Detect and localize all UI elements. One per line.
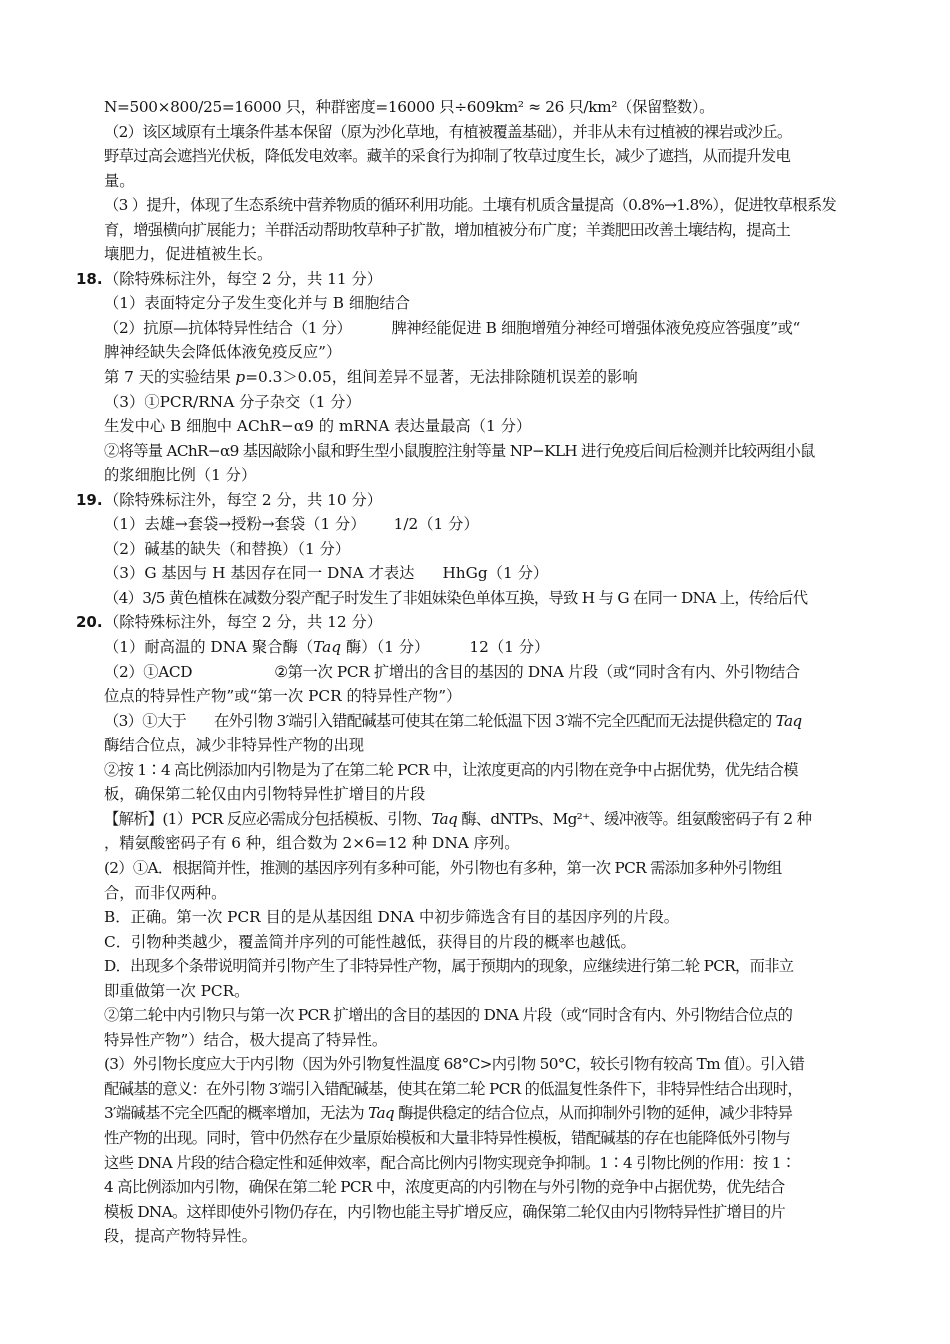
question-number: 19. [76, 490, 103, 509]
line-text: 即重做第一次 PCR。 [104, 981, 250, 1000]
text-line [0, 709, 950, 734]
text-line [0, 242, 950, 267]
analysis-line [0, 881, 950, 906]
analysis-line [0, 856, 950, 881]
analysis-line [0, 905, 950, 930]
scoring-note: （除特殊标注外，每空 2 分，共 12 分） [104, 613, 383, 632]
question-number: 18. [76, 269, 103, 288]
analysis-line [0, 1151, 950, 1176]
line-text: 量。 [104, 171, 135, 190]
line-text: N=500×800/25=16000 只，种群密度=16000 只÷609km² ≈ 26 只/km²（保留整数）。 [104, 98, 715, 116]
line-text: ②将等量 AChR−α9 基因敲除小鼠和野生型小鼠腹腔注射等量 NP−KLH 进行免疫后间后检测并比较两组小鼠 [104, 441, 815, 460]
line-text: =0.3＞0.05，组间差异不显著，无法排除随机误差的影响 [245, 368, 638, 387]
analysis-line [0, 1052, 950, 1077]
analysis-line [0, 930, 950, 955]
taq-italic: Taq [775, 711, 802, 730]
line-text: HhGg（1 分） [442, 564, 549, 583]
analysis-line [0, 831, 950, 856]
taq-italic: Taq [368, 1104, 394, 1123]
line-text: ，精氨酸密码子有 6 种，组合数为 2×6=12 种 DNA 序列。 [104, 834, 520, 853]
line-text: ②按 1∶4 高比例添加内引物是为了在第二轮 PCR 中，让浓度更高的内引物在竞争中占据优势，优先结合模 [104, 760, 798, 779]
line-text: B．正确。第一次 PCR 目的是从基因组 DNA 中初步筛选含有目的基因序列的片段。 [104, 908, 680, 927]
analysis-line [0, 1028, 950, 1053]
text-line [0, 586, 950, 611]
text-line [0, 782, 950, 807]
line-text: 脾神经缺失会降低体液免疫反应”） [104, 343, 342, 362]
text-line [0, 144, 950, 169]
line-text: 1/2（1 分） [393, 515, 479, 534]
text-line [0, 561, 950, 586]
line-text: (3）外引物长度应大于内引物（因为外引物复性温度 68°C>内引物 50°C，较长引物有较高 Tm 值）。引入错 [104, 1055, 805, 1074]
text-line [0, 218, 950, 243]
text-line [0, 463, 950, 488]
line-text: （1）去雄→套袋→授粉→套袋（1 分） [104, 515, 366, 534]
line-text: 这些 DNA 片段的结合稳定性和延伸效率，配合高比例内引物实现竞争抑制。1∶4 引物比例的作用：按 1∶ [104, 1153, 796, 1172]
analysis-line [0, 1200, 950, 1225]
question-number: 20. [76, 613, 103, 632]
text-line [0, 439, 950, 464]
line-text: 【解析】(1）PCR 反应必需成分包括模板、引物、 [104, 809, 432, 828]
line-text: 酶）（1 分） [341, 638, 430, 657]
question-header-20 [0, 610, 950, 635]
question-header-18 [0, 267, 950, 292]
line-text: 配碱基的意义：在外引物 3′端引入错配碱基，使其在第二轮 PCR 的低温复性条件下，非特异性结合出现时， [104, 1079, 802, 1098]
text-line [0, 390, 950, 415]
line-text: （2）碱基的缺失（和替换）（1 分） [104, 539, 351, 558]
scoring-note: （除特殊标注外，每空 2 分，共 10 分） [104, 490, 383, 509]
line-text: （3）①PCR/RNA 分子杂交（1 分） [104, 392, 361, 411]
line-text: 生发中心 B 细胞中 AChR−α9 的 mRNA 表达量最高（1 分） [104, 417, 532, 436]
line-text: （3）①大于 [104, 711, 187, 730]
line-text: （3 ）提升，体现了生态系统中营养物质的循环利用功能。土壤有机质含量提高（0.8%→1.8%），促进牧草根系发 [104, 196, 837, 215]
line-text: ②第二轮中内引物只与第一次 PCR 扩增出的含目的基因的 DNA 片段（或“同时含有内、外引物结合位点的 [104, 1006, 793, 1025]
text-line [0, 95, 950, 120]
line-text: 特异性产物”）结合，极大提高了特异性。 [104, 1030, 388, 1049]
line-text: 脾神经能促进 B 细胞增殖分神经可增强体液免疫应答强度”或“ [391, 318, 801, 337]
text-line [0, 758, 950, 783]
line-text: （2）该区域原有土壤条件基本保留（原为沙化草地，有植被覆盖基础），并非从未有过植被的裸岩或沙丘。 [104, 122, 792, 141]
text-line [0, 537, 950, 562]
analysis-line [0, 1101, 950, 1126]
line-text: 育，增强横向扩展能力；羊群活动帮助牧草种子扩散，增加植被分布广度；羊粪肥田改善土壤结构，提高土 [104, 220, 791, 239]
text-line [0, 169, 950, 194]
line-text: （1）耐高温的 DNA 聚合酶（ [104, 638, 314, 657]
taq-italic: Taq [313, 638, 342, 657]
line-text: （2）①ACD [104, 662, 193, 681]
line-text: （2）抗原—抗体特异性结合（1 分） [104, 318, 352, 337]
line-text: 在外引物 3′端引入错配碱基可使其在第二轮低温下因 3′端不完全匹配而无法提供稳定的 [214, 711, 776, 730]
analysis-line [0, 1003, 950, 1028]
line-text: C．引物种类越少，覆盖简并序列的可能性越低，获得目的片段的概率也越低。 [104, 932, 636, 951]
scoring-note: （除特殊标注外，每空 2 分，共 11 分） [104, 269, 383, 288]
line-text: （3）G 基因与 H 基因存在同一 DNA 才表达 [104, 564, 415, 583]
text-line [0, 414, 950, 439]
line-text: 性产物的出现。同时，管中仍然存在少量原始模板和大量非特异性模板，错配碱基的存在也能降低外引物与 [104, 1128, 791, 1147]
text-line [0, 635, 950, 660]
analysis-line [0, 1224, 950, 1249]
line-text: 酶结合位点，减少非特异性产物的出现 [104, 736, 365, 755]
line-text: 酶、dNTPs、Mg²⁺、缓冲液等。组氨酸密码子有 2 种 [457, 809, 812, 828]
text-line [0, 365, 950, 390]
question-header-19 [0, 488, 950, 513]
line-text: 段，提高产物特异性。 [104, 1227, 257, 1246]
line-text: 酶提供稳定的结合位点，从而抑制外引物的延伸，减少非特异 [393, 1104, 793, 1123]
line-text: （1）表面特定分子发生变化并与 B 细胞结合 [104, 294, 411, 313]
analysis-line [0, 954, 950, 979]
analysis-line [0, 979, 950, 1004]
text-line [0, 120, 950, 145]
analysis-line [0, 1175, 950, 1200]
text-line [0, 340, 950, 365]
line-text: 位点的特异性产物”或“第一次 PCR 的特异性产物”） [104, 687, 462, 706]
line-text: (2）①A．根据简并性，推测的基因序列有多种可能，外引物也有多种，第一次 PCR 需添加多种外引物组 [104, 858, 782, 877]
text-line [0, 660, 950, 685]
line-text: ②第一次 PCR 扩增出的含目的基因的 DNA 片段（或“同时含有内、外引物结合 [274, 662, 800, 681]
line-text: 3′端碱基不完全匹配的概率增加，无法为 [104, 1104, 369, 1123]
line-text: 模板 DNA。这样即使外引物仍存在，内引物也能主导扩增反应，确保第二轮仅由内引物特异性扩增目的片 [104, 1202, 786, 1221]
analysis-line [0, 1126, 950, 1151]
text-line [0, 512, 950, 537]
analysis-line [0, 807, 950, 832]
line-text: 合，而非仅两种。 [104, 883, 227, 902]
line-text: 的浆细胞比例（1 分） [104, 466, 257, 485]
line-text: 板，确保第二轮仅由内引物特异性扩增目的片段 [104, 785, 426, 804]
text-line [0, 733, 950, 758]
line-text: 4 高比例添加内引物，确保在第二轮 PCR 中，浓度更高的内引物在与外引物的竞争中占据优势，优先结合 [104, 1178, 785, 1197]
line-text: 12（1 分） [469, 638, 550, 657]
line-text: （4）3/5 黄色植株在减数分裂产配子时发生了非姐妹染色单体互换，导致 H 与 G 在同一 DNA 上，传给后代 [104, 588, 808, 607]
taq-italic: Taq [431, 809, 458, 828]
text-line [0, 193, 950, 218]
line-text: D．出现多个条带说明简并引物产生了非特异性产物，属于预期内的现象，应继续进行第二轮 PCR，而非立 [104, 957, 794, 976]
text-line [0, 316, 950, 341]
analysis-line [0, 1077, 950, 1102]
text-line [0, 684, 950, 709]
p-value-symbol: p [235, 368, 246, 387]
line-text: 第 7 天的实验结果 [104, 368, 236, 387]
line-text: 壤肥力，促进植被生长。 [104, 245, 273, 264]
line-text: 野草过高会遮挡光伏板，降低发电效率。藏羊的采食行为抑制了牧草过度生长，减少了遮挡，从而提升发电 [104, 147, 791, 166]
text-line [0, 291, 950, 316]
